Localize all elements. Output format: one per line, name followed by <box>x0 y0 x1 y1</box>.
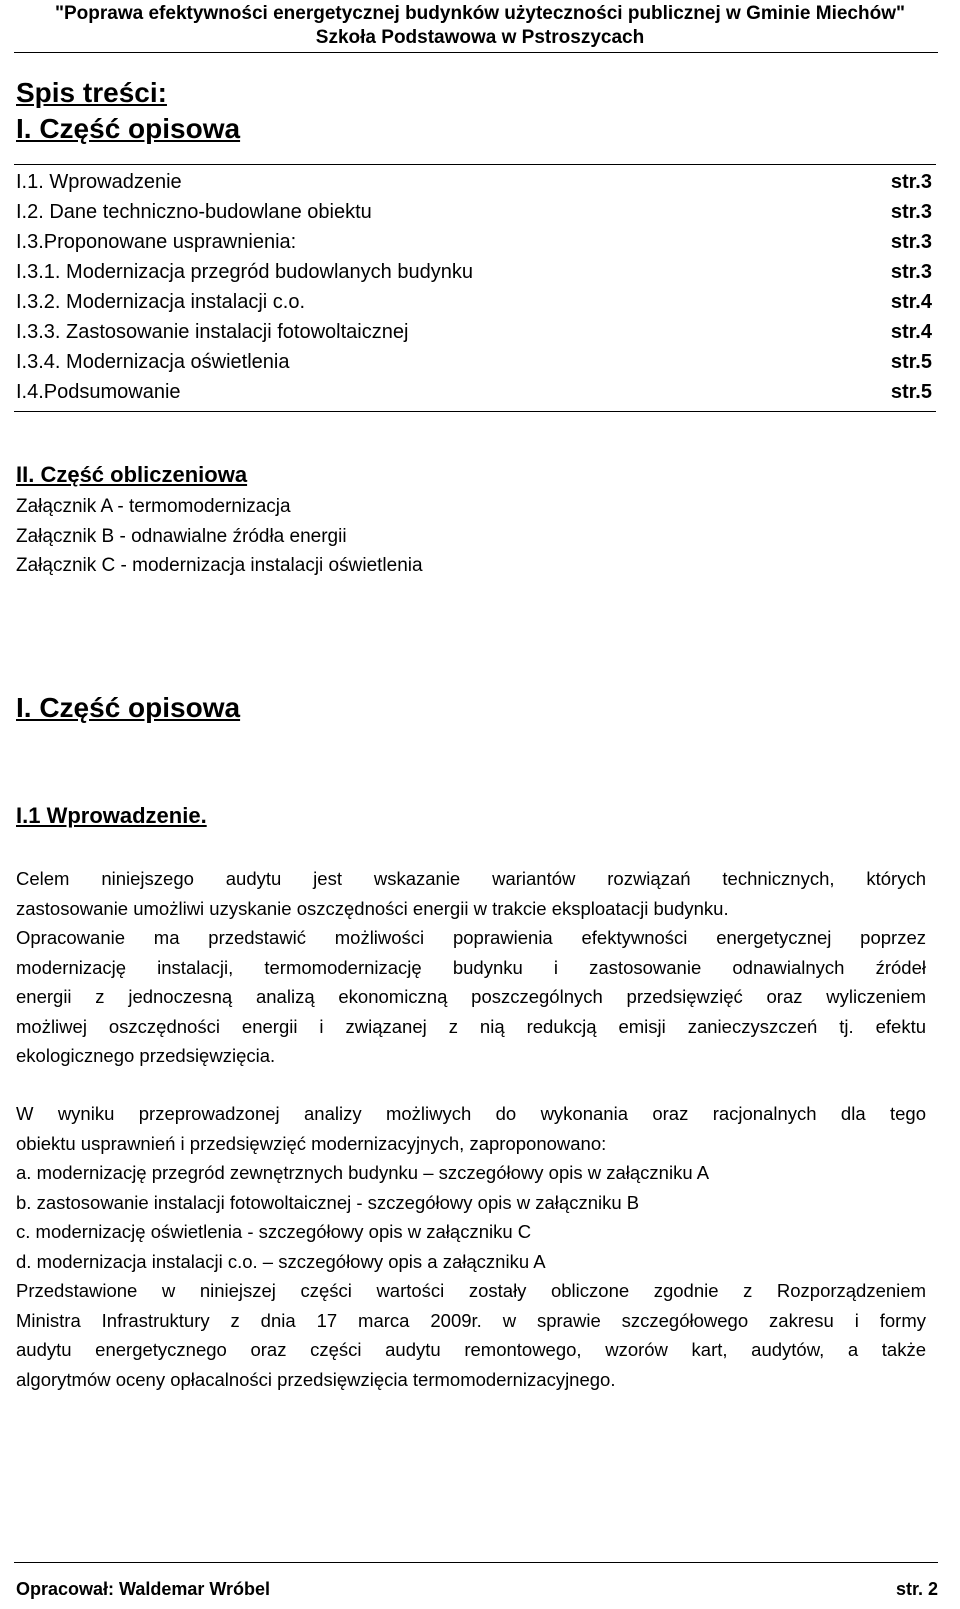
toc-entry-page: str.3 <box>890 171 932 193</box>
paragraph-line: możliwej oszczędności energii i związanej z nią redukcją emisji zanieczyszczeń tj. efektu <box>16 1015 926 1037</box>
toc-entry-label: I.3.Proponowane usprawnienia: <box>16 231 297 253</box>
intro-paragraph <box>16 864 926 1071</box>
toc-entry <box>16 317 936 347</box>
proposals-paragraph <box>16 1099 926 1394</box>
list-item: d. modernizacja instalacji c.o. – szczegółowy opis a załączniku A <box>16 1250 546 1272</box>
footer-author: Opracował: Waldemar Wróbel <box>16 1579 271 1599</box>
paragraph-line: obiektu usprawnień i przedsięwzięć modernizacyjnych, zaproponowano: <box>16 1132 607 1154</box>
paragraph-line: Celem niniejszego audytu jest wskazanie wariantów rozwiązań technicznych, których <box>16 868 926 889</box>
toc-attachment: Załącznik B - odnawialne źródła energii <box>16 525 347 547</box>
toc-part2-title: II. Część obliczeniowa <box>16 462 248 487</box>
page-header <box>0 2 960 50</box>
toc-entry-page: str.5 <box>890 381 932 403</box>
footer-page-number: str. 2 <box>895 1579 938 1599</box>
toc-entry-page: str.4 <box>890 291 932 313</box>
list-item: c. modernizację oświetlenia - szczegółowy opis w załączniku C <box>16 1221 532 1242</box>
paragraph-line: Ministra Infrastruktury z dnia 17 marca 2009r. w sprawie szczegółowego zakresu i formy <box>16 1309 926 1331</box>
toc-entry <box>16 197 936 227</box>
toc-heading <box>16 75 240 147</box>
toc-entry-page: str.3 <box>890 201 932 223</box>
toc-entry <box>16 377 936 407</box>
toc-entry-label: I.3.2. Modernizacja instalacji c.o. <box>16 291 306 313</box>
toc-entry-page: str.3 <box>890 231 932 253</box>
toc-attachment: Załącznik A - termomodernizacja <box>16 496 291 517</box>
header-school-name: Szkoła Podstawowa w Pstroszycach <box>315 27 645 48</box>
list-item: b. zastosowanie instalacji fotowoltaicznej - szczegółowy opis w załączniku B <box>16 1191 640 1213</box>
paragraph-line: modernizację instalacji, termomodernizację budynku i zastosowanie odnawialnych źródeł <box>16 956 926 978</box>
section-title: I. Część opisowa <box>16 692 241 723</box>
paragraph-line: Opracowanie ma przedstawić możliwości poprawienia efektywności energetycznej poprzez <box>16 927 926 948</box>
toc-part2 <box>16 458 423 581</box>
toc-entry <box>16 347 936 377</box>
toc-part1-title: I. Część opisowa <box>16 113 241 144</box>
header-project-title: "Poprawa efektywności energetycznej budynków użyteczności publicznej w Gminie Miechów" <box>55 3 905 24</box>
toc-entry-label: I.3.1. Modernizacja przegród budowlanych budynku <box>16 261 473 283</box>
header-rule <box>14 52 938 53</box>
list-item: a. modernizację przegród zewnętrznych budynku – szczegółowy opis w załączniku A <box>16 1162 710 1183</box>
toc-entry-page: str.3 <box>890 261 932 283</box>
toc-entry-label: I.2. Dane techniczno-budowlane obiektu <box>16 201 372 223</box>
paragraph-line: audytu energetycznego oraz części audytu remontowego, wzorów kart, audytów, a także <box>16 1339 926 1360</box>
paragraph-line: Przedstawione w niniejszej części wartości zostały obliczone zgodnie z Rozporządzeniem <box>16 1280 926 1301</box>
toc-entry <box>16 287 936 317</box>
toc-attachment: Załącznik C - modernizacja instalacji oświetlenia <box>16 555 423 576</box>
page-footer <box>14 1562 938 1609</box>
toc-table <box>14 164 936 412</box>
toc-entry-label: I.3.4. Modernizacja oświetlenia <box>16 351 290 373</box>
paragraph-line: algorytmów oceny opłacalności przedsięwzięcia termomodernizacyjnego. <box>16 1368 616 1390</box>
subsection-title: I.1 Wprowadzenie. <box>16 803 207 828</box>
toc-entry <box>16 227 936 257</box>
toc-entry <box>16 257 936 287</box>
toc-entry-page: str.5 <box>890 351 932 373</box>
toc-title: Spis treści: <box>16 77 167 108</box>
toc-entry-label: I.4.Podsumowanie <box>16 381 181 403</box>
paragraph-line: W wyniku przeprowadzonej analizy możliwych do wykonania oraz racjonalnych dla tego <box>16 1103 926 1124</box>
toc-entry-label: I.1. Wprowadzenie <box>16 171 182 193</box>
toc-entry <box>16 167 936 197</box>
paragraph-line: energii z jednoczesną analizą ekonomiczną poszczególnych przedsięwzięć oraz wyliczeniem <box>16 986 926 1007</box>
paragraph-line: ekologicznego przedsięwzięcia. <box>16 1045 276 1066</box>
toc-entry-label: I.3.3. Zastosowanie instalacji fotowoltaicznej <box>16 321 409 343</box>
paragraph-line: zastosowanie umożliwi uzyskanie oszczędności energii w trakcie eksploatacji budynku. <box>16 897 729 919</box>
toc-entry-page: str.4 <box>890 321 932 343</box>
